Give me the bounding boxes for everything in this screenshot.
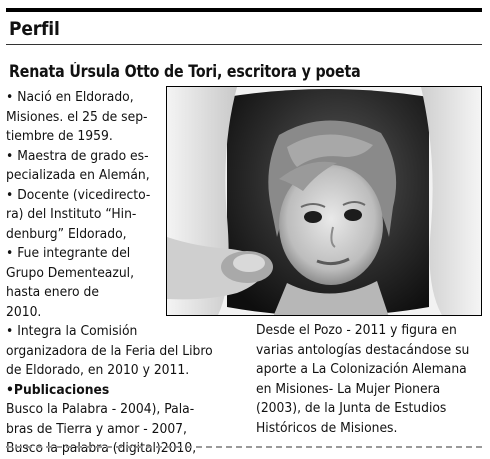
body-line: aporte a La Colonización Alemana bbox=[256, 362, 467, 377]
body-line: • Fue integrante del bbox=[6, 246, 131, 261]
body-line: varias antologías destacándose su bbox=[256, 342, 470, 358]
body-line: bras de Tierra y amor - 2007, bbox=[6, 421, 187, 437]
body-line: ra) del Instituto “Hin- bbox=[6, 207, 137, 222]
body-line: Busco la Palabra - 2004), Pala- bbox=[6, 402, 195, 417]
body-line: • Maestra de grado es- bbox=[6, 148, 149, 164]
bottom-divider bbox=[6, 446, 482, 448]
body-line: pecializada en Alemán, bbox=[6, 168, 150, 183]
body-line: Históricos de Misiones. bbox=[256, 420, 398, 436]
portrait-photo-graphic bbox=[167, 87, 482, 316]
body-line: • Nació en Eldorado, bbox=[6, 90, 134, 105]
section-label: Perfil bbox=[9, 18, 60, 40]
body-line: • Integra la Comisión bbox=[6, 324, 138, 339]
body-line: en Misiones- La Mujer Pionera bbox=[256, 381, 441, 397]
body-line: Misiones. el 25 de sep- bbox=[6, 109, 148, 125]
top-rule bbox=[6, 8, 482, 12]
section-divider bbox=[6, 44, 482, 45]
body-line: Busco la palabra (digital)2010, bbox=[6, 441, 197, 456]
article-headline: Renata Úrsula Otto de Tori, escritora y poeta bbox=[9, 62, 361, 81]
body-line: Grupo Dementeazul, bbox=[6, 265, 135, 281]
body-line: 2010. bbox=[6, 304, 42, 320]
body-line: tiembre de 1959. bbox=[6, 129, 113, 144]
body-line: (2003), de la Junta de Estudios bbox=[256, 401, 447, 416]
body-line: • Docente (vicedirecto- bbox=[6, 187, 151, 203]
right-column bbox=[256, 321, 476, 438]
body-line: denburg” Eldorado, bbox=[6, 226, 127, 242]
body-line: Desde el Pozo - 2011 y figura en bbox=[256, 323, 457, 338]
body-line: de Eldorado, en 2010 y 2011. bbox=[6, 363, 190, 378]
body-line: hasta enero de bbox=[6, 285, 99, 300]
publications-heading: •Publicaciones bbox=[6, 382, 110, 398]
body-line: organizadora de la Feria del Libro bbox=[6, 343, 213, 359]
portrait-photo bbox=[166, 86, 482, 316]
